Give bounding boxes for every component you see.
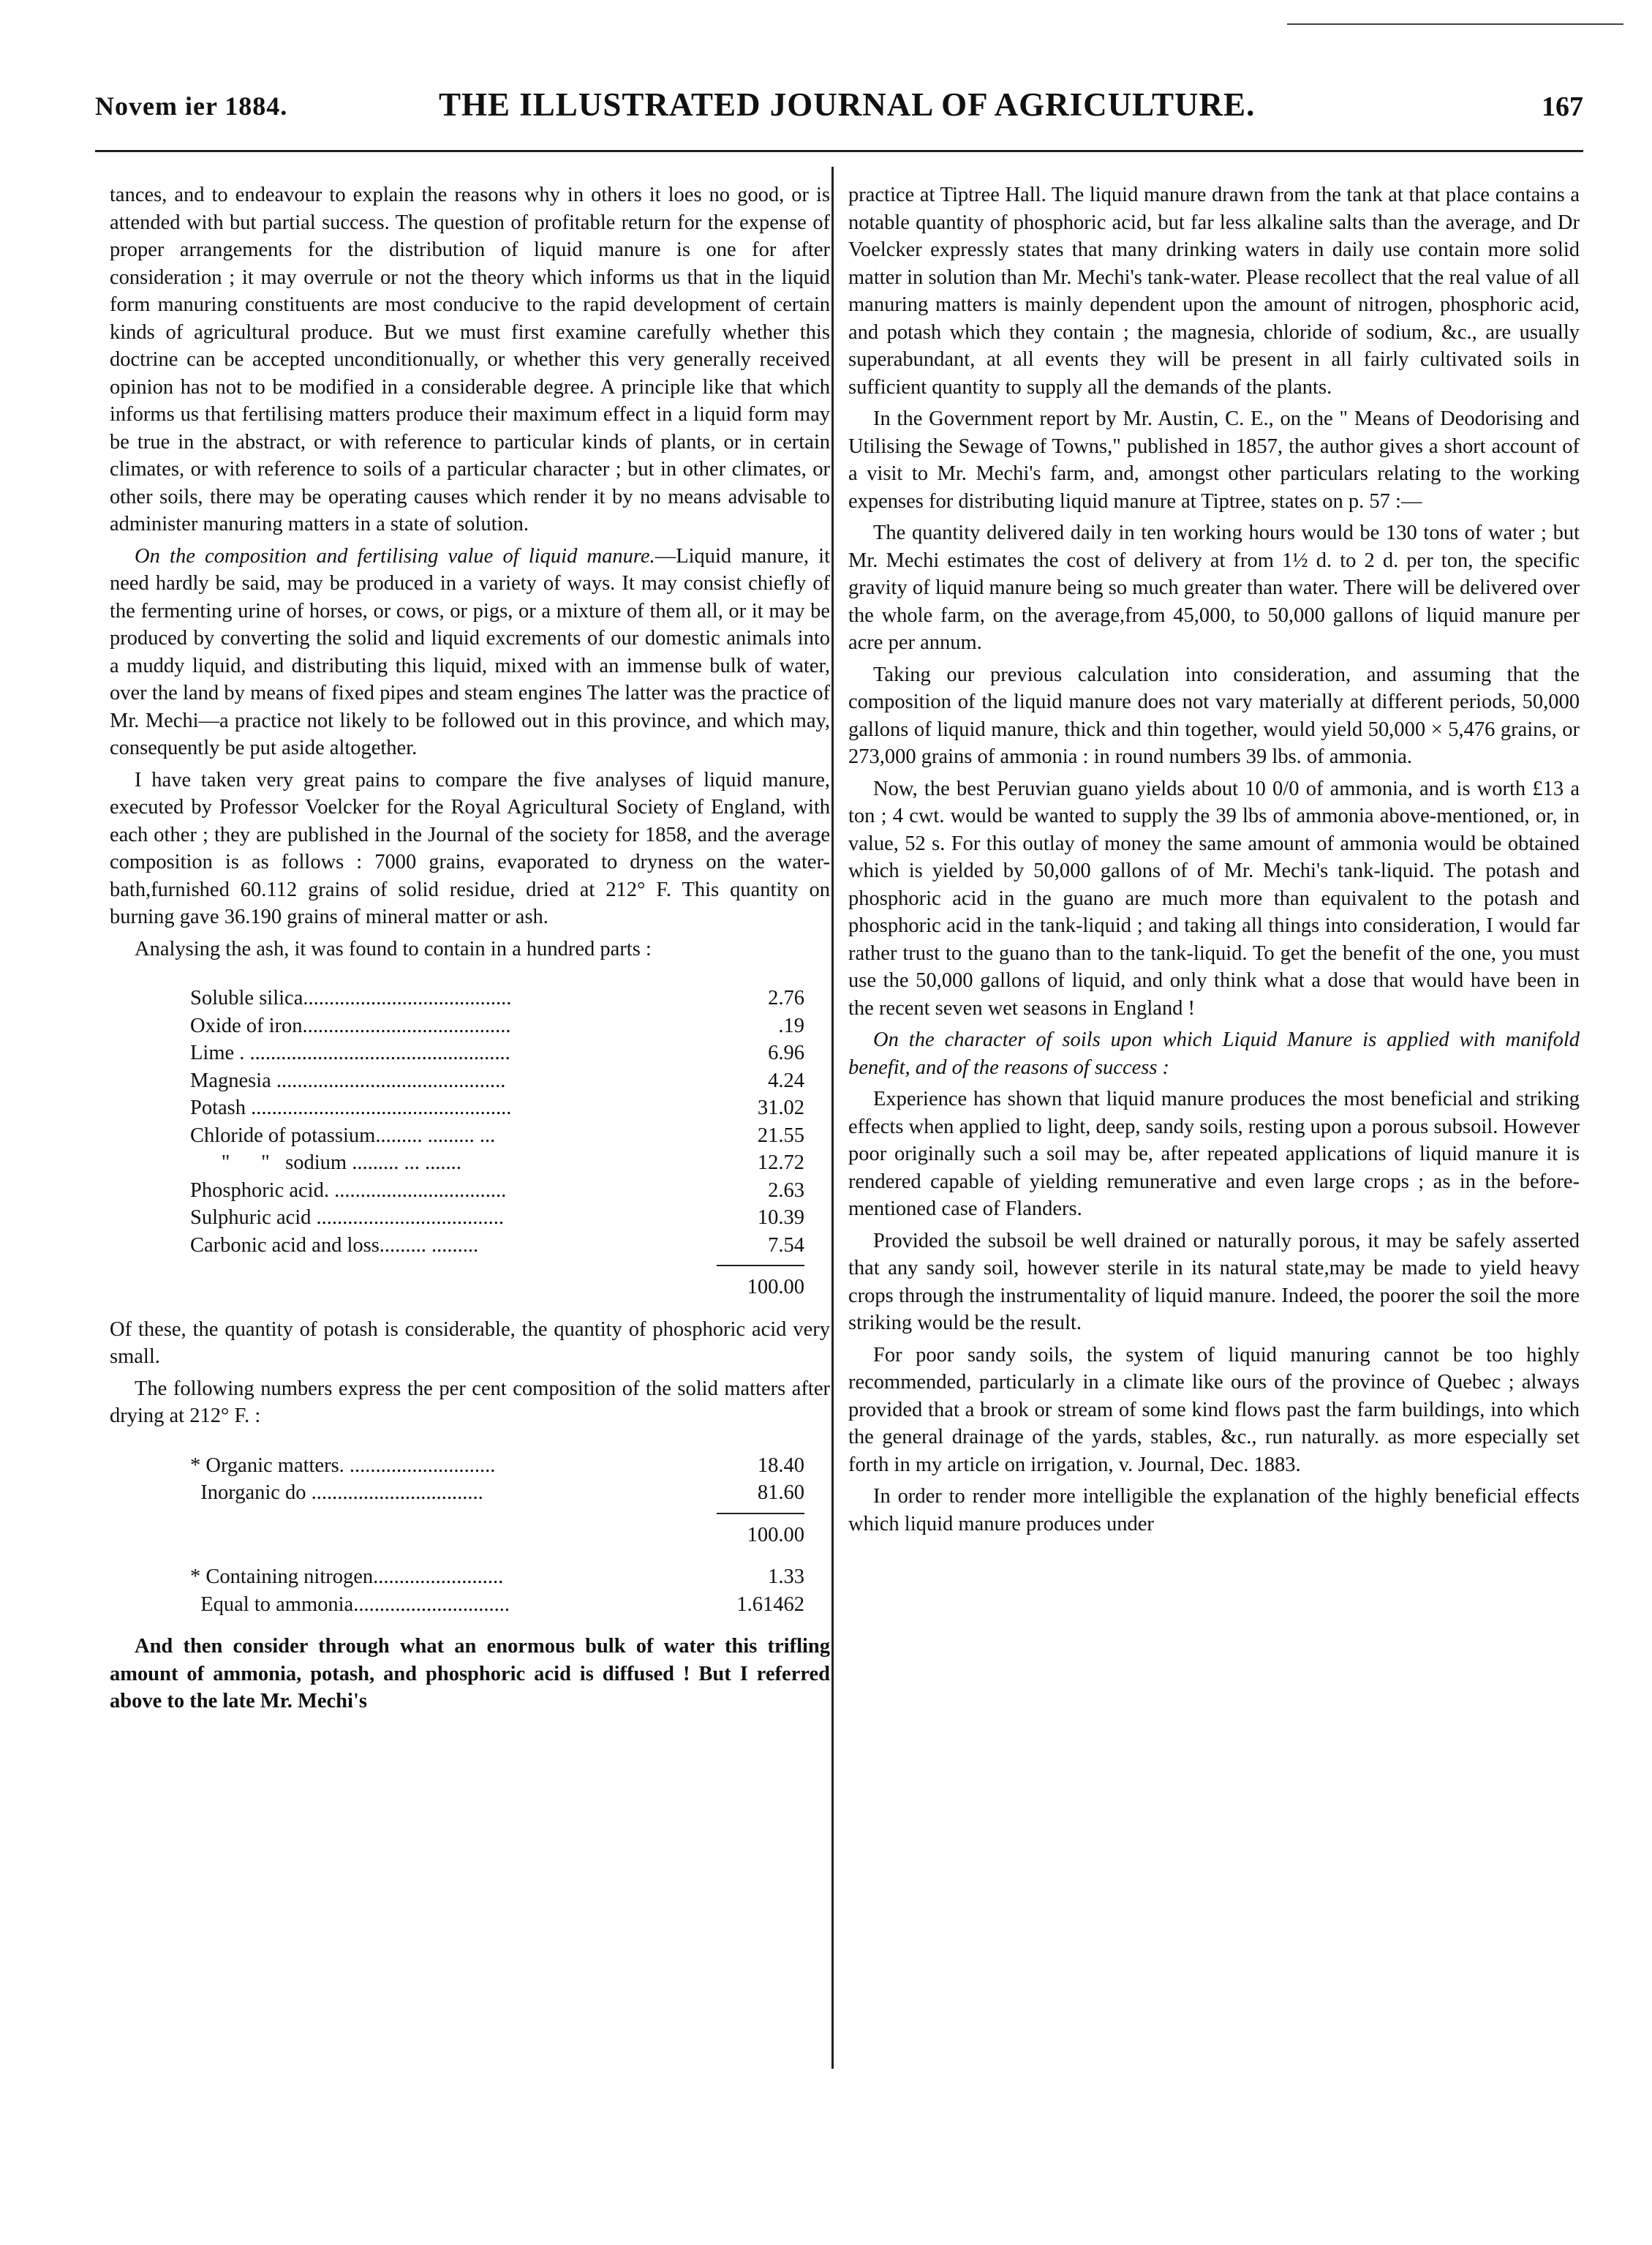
page-header bbox=[95, 82, 1583, 126]
paragraph: Provided the subsoil be well drained or naturally porous, it may be safely asserted that any sandy soil, however sterile in its natural state,may be made to yield heavy crops through the instrumentality of liquid manure. Indeed, the poorer the soil the more striking would be the result. bbox=[848, 1229, 1580, 1334]
right-column bbox=[848, 181, 1580, 1542]
paragraph: On the composition and fertilising value of liquid manure.—Liquid manure, it need hardly be said, may be produced in a variety of ways. It may consist chiefly of the fermenting urine of horses, or cows, or pigs, or a mixture of them all, or it may be produced by converting the solid and liquid excrements of our domestic animals into a muddy liquid, and distributing this liquid, mixed with an immense bulk of water, over the land by means of fixed pipes and steam engines The latter was the practice of Mr. Mechi—a practice not likely to be followed out in this province, and which may, consequently be put aside altogether. bbox=[110, 544, 830, 759]
paragraph: In order to render more intelligible the explanation of the highly beneficial effects which liquid manure produces under bbox=[848, 1485, 1580, 1535]
paragraph: Of these, the quantity of potash is considerable, the quantity of phosphoric acid very small. bbox=[110, 1317, 830, 1368]
paragraph: Experience has shown that liquid manure produces the most beneficial and striking effects when applied to light, deep, sandy soils, resting upon a porous subsoil. However poor originally such a soil may be, after repeated applications of liquid manure it is rendered capable of yielding remunerative and even large crops ; as in the before-mentioned case of Flanders. bbox=[848, 1088, 1580, 1220]
section-heading: On the composition and fertilising value of liquid manure. bbox=[135, 544, 655, 568]
paragraph: I have taken very great pains to compare the five analyses of liquid manure, executed by Professor Voelcker for the Royal Agricultural Society of England, with each other ; they are published in the Journal of the society for 1858, and the average composition is as follows : 7000 grains, evaporated to dryness on the water-bath,furnished 60.112 grains of solid residue, dried at 212° F. This quantity on burning gave 36.190 grains of mineral matter or ash. bbox=[110, 768, 830, 928]
table-row: Sulphuric acid .................................... 10.39 bbox=[190, 1206, 804, 1229]
top-edge-line bbox=[1287, 23, 1623, 25]
table-row: Chloride of potassium......... ......... ... 21.55 bbox=[190, 1124, 804, 1147]
table-row: Inorganic do ................................. 81.60 bbox=[190, 1481, 804, 1504]
ash-analysis-table bbox=[190, 985, 804, 1301]
total-rule bbox=[717, 1265, 804, 1266]
table-row: * Containing nitrogen......................... 1.33 bbox=[190, 1565, 804, 1588]
paragraph: Analysing the ash, it was found to contain in a hundred parts : bbox=[135, 937, 652, 960]
table-row: Potash .................................................. 31.02 bbox=[190, 1097, 804, 1119]
table-total: 100.00 bbox=[747, 1523, 804, 1546]
left-column bbox=[110, 181, 830, 1720]
table-total: 100.00 bbox=[747, 1276, 804, 1298]
paragraph: The following numbers express the per cent composition of the solid matters after drying at 212° F. : bbox=[110, 1377, 830, 1427]
table-row: Oxide of iron........................................ .19 bbox=[190, 1014, 804, 1037]
paragraph: And then consider through what an enormous bulk of water this trifling amount of ammonia, potash, and phosphoric acid is diffused ! But I referred above to the late Mr. Mechi's bbox=[110, 1635, 830, 1712]
table-row: * Organic matters. ............................ 18.40 bbox=[190, 1454, 804, 1477]
page-number: 167 bbox=[1542, 91, 1583, 122]
table-row: Lime . .................................................. 6.96 bbox=[190, 1042, 804, 1064]
issue-date: Novem ier 1884. bbox=[95, 91, 288, 121]
total-rule bbox=[717, 1513, 804, 1514]
table-row: Carbonic acid and loss......... ......... 7.54 bbox=[190, 1233, 804, 1257]
paragraph: Taking our previous calculation into consideration, and assuming that the composition of the liquid manure does not vary materially at different periods, 50,000 gallons of liquid manure, thick and thin together, would yield 50,000 × 5,476 grains, or 273,000 grains of ammonia : in round numbers 39 lbs. of ammonia. bbox=[848, 663, 1580, 768]
journal-title: THE ILLUSTRATED JOURNAL OF AGRICULTURE. bbox=[439, 86, 1256, 123]
table-row: " " sodium ......... ... ....... 12.72 bbox=[190, 1151, 804, 1174]
table-row: Phosphoric acid. ................................. 2.63 bbox=[190, 1178, 804, 1202]
table-row: Magnesia ............................................ 4.24 bbox=[190, 1069, 804, 1092]
paragraph: Now, the best Peruvian guano yields about 10 0/0 of ammonia, and is worth £13 a ton ; 4 cwt. would be wanted to supply the 39 lbs of ammonia above-mentioned, or, in value, 52 s. For this outlay of money the same amount of ammonia would be obtained which is yielded by 50,000 gallons of of Mr. Mechi's tank-liquid. The potash and phosphoric acid in the guano are much more than equivalent to the potash and phosphoric acid in the tank-liquid ; and taking all things into consideration, I would far rather trust to the guano than to the tank-liquid. To get the benefit of the one, you must use the 50,000 gallons of liquid, and only think what a dose that would have been in the recent seven wet seasons in England ! bbox=[848, 777, 1580, 1020]
solid-matter-table bbox=[190, 1452, 804, 1619]
paragraph: The quantity delivered daily in ten working hours would be 130 tons of water ; but Mr. Mechi estimates the cost of delivery at from 1½ d. to 2 d. per ton, the specific gravity of liquid manure being so much greater than water. There will be delivered over the whole farm, on the average,from 45,000, to 50,000 gallons of liquid manure per acre per annum. bbox=[848, 522, 1580, 654]
table-row: Soluble silica........................................ 2.76 bbox=[190, 987, 804, 1009]
table-row: Equal to ammonia.............................. 1.61462 bbox=[190, 1592, 804, 1616]
paragraph: tances, and to endeavour to explain the reasons why in others it loes no good, or is attended with but partial success. The question of profitable return for the expense of proper arrangements for the distribution of liquid manure is one for after consideration ; it may overrule or not the theory which informs us that in the liquid form manuring constituents are most conducive to the rapid development of certain kinds of agricultural produce. But we must first examine carefully whether this doctrine can be accepted unconditionually, or whether this very generally received opinion has not to be modified in a considerable degree. A principle like that which informs us that fertilising matters produce their maximum effect in a liquid form may be true in the abstract, or with reference to particular kinds of plants, or in certain climates, or with reference to soils of a particular character ; but in other climates, or other soils, there may be operating causes which render it by no means advisable to administer manuring matters in a state of solution. bbox=[110, 184, 830, 535]
paragraph: For poor sandy soils, the system of liquid manuring cannot be too highly recommended, particularly in a climate like ours of the province of Quebec ; always provided that a brook or stream of some kind flows past the farm buildings, into which the general drainage of the yards, stables, &c., run naturally. as more especially set forth in my article on irrigation, v. Journal, Dec. 1883. bbox=[848, 1343, 1580, 1476]
section-heading: On the character of soils upon which Liquid Manure is applied with manifold benefit, and of the reasons of success : bbox=[848, 1029, 1580, 1079]
header-rule bbox=[95, 150, 1583, 152]
paragraph: In the Government report by Mr. Austin, C. E., on the " Means of Deodorising and Utilising the Sewage of Towns," published in 1857, the author gives a short account of a visit to Mr. Mechi's farm, and, amongst other particulars relating to the working expenses for distributing liquid manure at Tiptree, states on p. 57 :— bbox=[848, 407, 1580, 513]
paragraph: practice at Tiptree Hall. The liquid manure drawn from the tank at that place contains a notable quantity of phosphoric acid, but far less alkaline salts than the average, and Dr Voelcker expressly states that many drinking waters in daily use contain more solid matter in solution than Mr. Mechi's tank-water. Please recollect that the real value of all manuring matters is mainly dependent upon the amount of nitrogen, phosphoric acid, and potash which they contain ; the magnesia, chloride of sodium, &c., are usually superabundant, at all events they will be present in all fairly cultivated soils in sufficient quantity to supply all the demands of the plants. bbox=[848, 184, 1580, 399]
column-divider bbox=[831, 167, 834, 2069]
